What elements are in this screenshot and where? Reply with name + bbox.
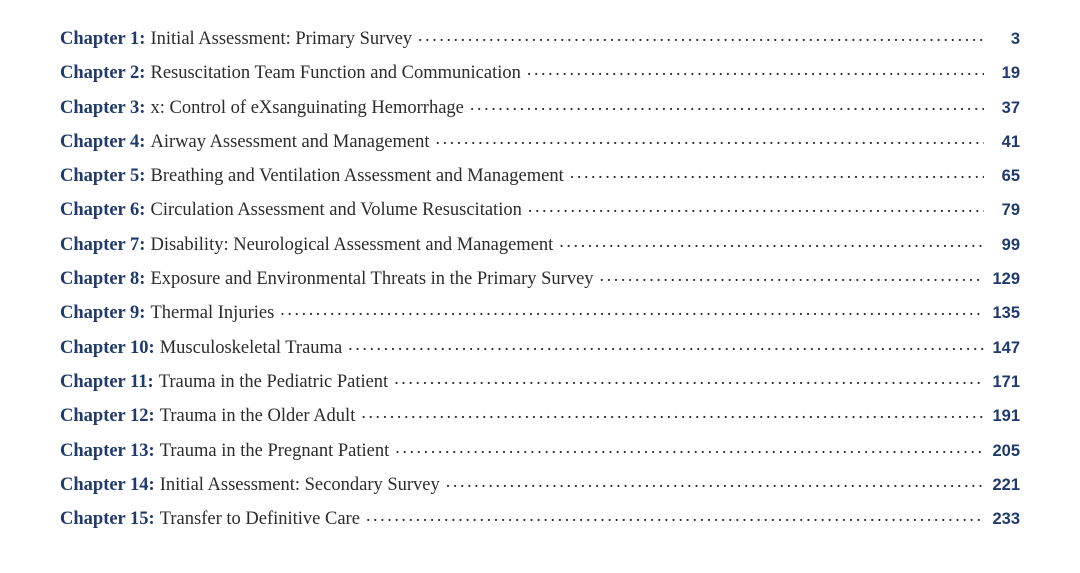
chapter-title: Transfer to Definitive Care — [159, 509, 360, 530]
toc-entry-chapter-3[interactable] — [60, 93, 1020, 127]
toc-entry-chapter-6[interactable] — [60, 195, 1020, 229]
dot-leader — [570, 161, 984, 181]
chapter-title: Resuscitation Team Function and Communication — [150, 63, 521, 84]
page-number: 65 — [1001, 167, 1020, 186]
page-number: 135 — [992, 304, 1020, 323]
page-number: 171 — [992, 372, 1020, 391]
dot-leader — [280, 298, 984, 318]
chapter-label: Chapter 12: — [60, 406, 155, 427]
chapter-label: Chapter 10: — [60, 337, 155, 358]
toc-entry-chapter-12[interactable] — [60, 401, 1020, 435]
page-number: 41 — [1001, 132, 1020, 151]
chapter-title: Trauma in the Pediatric Patient — [158, 371, 389, 392]
dot-leader — [394, 367, 984, 387]
page-number: 129 — [992, 270, 1020, 289]
chapter-title: Disability: Neurological Assessment and Management — [150, 234, 554, 255]
chapter-title: Airway Assessment and Management — [150, 131, 430, 152]
chapter-title: Exposure and Environmental Threats in the Primary Survey — [150, 269, 594, 290]
page-number: 191 — [992, 407, 1020, 426]
chapter-label: Chapter 2: — [60, 63, 146, 84]
dot-leader — [366, 504, 984, 524]
toc-entry-chapter-5[interactable] — [60, 161, 1020, 195]
chapter-label: Chapter 15: — [60, 509, 155, 530]
chapter-label: Chapter 13: — [60, 440, 155, 461]
chapter-label: Chapter 5: — [60, 166, 146, 187]
chapter-label: Chapter 9: — [60, 303, 146, 324]
dot-leader — [470, 93, 984, 113]
toc-entry-chapter-2[interactable] — [60, 58, 1020, 92]
dot-leader — [527, 58, 984, 78]
toc-entry-chapter-14[interactable] — [60, 470, 1020, 504]
page-number: 221 — [992, 475, 1020, 494]
chapter-title: Breathing and Ventilation Assessment and Management — [150, 166, 564, 187]
chapter-label: Chapter 3: — [60, 97, 146, 118]
dot-leader — [418, 24, 984, 44]
chapter-title: Trauma in the Older Adult — [159, 406, 356, 427]
page-number: 79 — [1001, 201, 1020, 220]
dot-leader — [559, 230, 984, 250]
toc-entry-chapter-7[interactable] — [60, 230, 1020, 264]
toc-entry-chapter-15[interactable] — [60, 504, 1020, 538]
chapter-label: Chapter 1: — [60, 29, 146, 49]
toc-entry-chapter-8[interactable] — [60, 264, 1020, 298]
toc-entry-chapter-1[interactable] — [60, 24, 1020, 58]
dot-leader — [435, 127, 984, 147]
toc-entry-chapter-9[interactable] — [60, 298, 1020, 332]
chapter-title: Initial Assessment: Secondary Survey — [159, 474, 440, 495]
page-number: 233 — [992, 510, 1020, 529]
chapter-label: Chapter 6: — [60, 200, 146, 221]
toc-entry-chapter-11[interactable] — [60, 367, 1020, 401]
toc-entry-chapter-4[interactable] — [60, 127, 1020, 161]
page-number: 19 — [1001, 64, 1020, 83]
page-number: 147 — [992, 338, 1020, 357]
chapter-title: Circulation Assessment and Volume Resuscitation — [150, 200, 522, 221]
chapter-label: Chapter 8: — [60, 269, 146, 290]
chapter-title: Initial Assessment: Primary Survey — [150, 29, 413, 49]
chapter-label: Chapter 7: — [60, 234, 146, 255]
dot-leader — [361, 401, 984, 421]
dot-leader — [600, 264, 984, 284]
chapter-title: Thermal Injuries — [150, 303, 275, 324]
page-number: 99 — [1001, 235, 1020, 254]
chapter-title: Trauma in the Pregnant Patient — [159, 440, 390, 461]
table-of-contents — [60, 24, 1020, 538]
chapter-label: Chapter 4: — [60, 131, 146, 152]
page-number: 37 — [1001, 98, 1020, 117]
dot-leader — [528, 195, 984, 215]
page-number: 3 — [1010, 30, 1020, 48]
dot-leader — [395, 436, 984, 456]
chapter-label: Chapter 14: — [60, 474, 155, 495]
dot-leader — [348, 333, 984, 353]
dot-leader — [446, 470, 984, 490]
chapter-title: Musculoskeletal Trauma — [159, 337, 343, 358]
toc-entry-chapter-13[interactable] — [60, 436, 1020, 470]
toc-entry-chapter-10[interactable] — [60, 333, 1020, 367]
page-number: 205 — [992, 441, 1020, 460]
chapter-title: x: Control of eXsanguinating Hemorrhage — [150, 97, 464, 118]
chapter-label: Chapter 11: — [60, 371, 154, 392]
